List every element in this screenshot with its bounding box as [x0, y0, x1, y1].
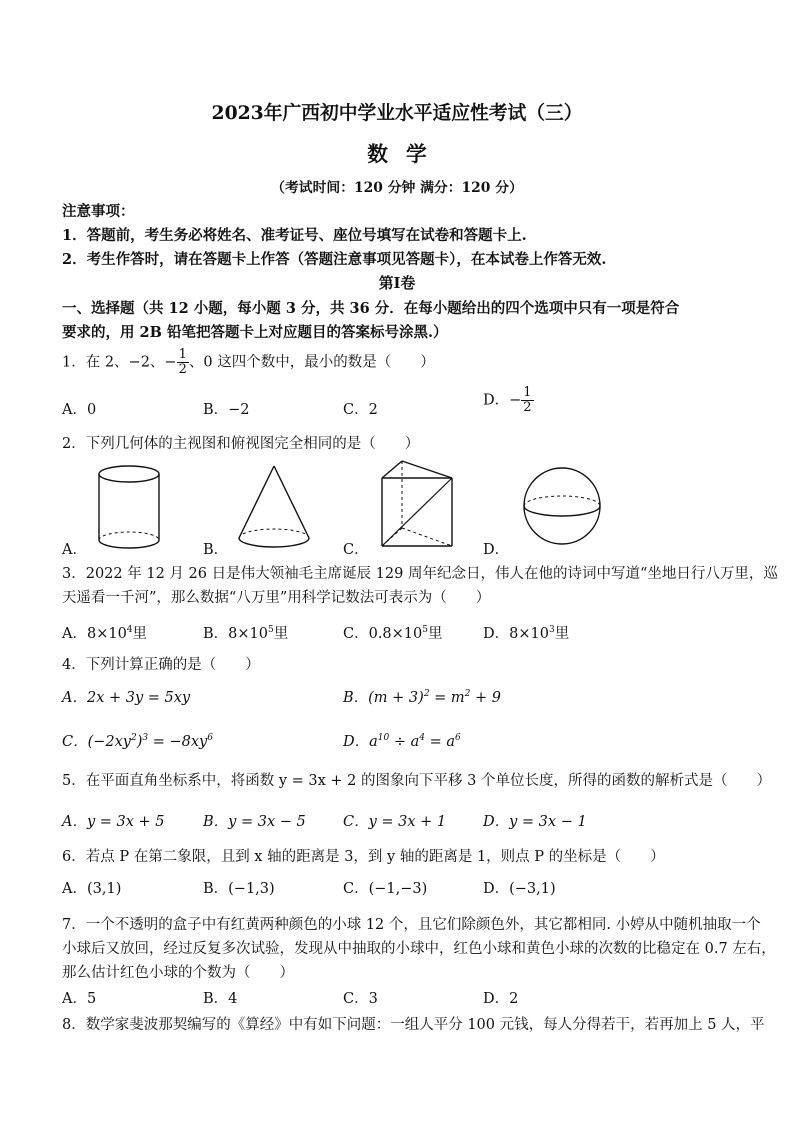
- q1-stem: 1．在 2、−2、− $\frac{1}{2}$ 、0 这四个数中，最小的数是（ ）: [62, 347, 435, 377]
- q7-option-c: C．3: [343, 991, 378, 1007]
- q2-option-d: D．: [483, 542, 510, 558]
- q6-option-c: C．(−1,−3): [343, 881, 428, 897]
- q5-option-d: D．y = 3x − 1: [483, 814, 587, 830]
- q3-line2: 天遥看一千河”，那么数据“八万里”用科学记数法可表示为（ ）: [62, 590, 491, 606]
- q2-option-c: C．: [343, 542, 369, 558]
- cylinder-figure: [94, 462, 164, 554]
- q1-option-c: C．2: [343, 402, 378, 418]
- cone-figure: [234, 462, 314, 554]
- q1-option-b: B．−2: [203, 402, 250, 418]
- exam-title: 2023年广西初中学业水平适应性考试（三）: [211, 102, 583, 124]
- q5-option-c: C．y = 3x + 1: [343, 814, 447, 830]
- notes-heading: 注意事项：: [62, 203, 135, 220]
- notes-item-1: 1．答题前，考生务必将姓名、准考证号、座位号填写在试卷和答题卡上.: [62, 227, 527, 244]
- q5-option-b: B．y = 3x − 5: [203, 814, 306, 830]
- section1-line1: 一、选择题（共 12 小题，每小题 3 分，共 36 分．在每小题给出的四个选项中只有一项是符合: [62, 300, 680, 317]
- q8-line1: 8．数学家斐波那契编写的《算经》中有如下问题：一组人平分 100 元钱，每人分得若干，若再加上 5 人，平: [62, 1017, 765, 1033]
- q2-stem: 2．下列几何体的主视图和俯视图完全相同的是（ ）: [62, 436, 420, 452]
- triangular-prism-figure: [378, 458, 458, 554]
- q4-option-a: A．2x + 3y = 5xy: [62, 690, 191, 706]
- q7-option-d: D．2: [483, 991, 519, 1007]
- q7-option-b: B．4: [203, 991, 238, 1007]
- q3-option-a: A．$8\times 10^4$里: [62, 625, 148, 642]
- exam-info: （考试时间：120 分钟 满分：120 分）: [271, 180, 523, 196]
- q3-option-c: C．$0.8\times 10^5$里: [343, 625, 443, 642]
- q2-option-b: B．: [203, 542, 229, 558]
- q4-stem: 4．下列计算正确的是（ ）: [62, 657, 260, 673]
- q3-option-d: D．$8\times 10^3$里: [483, 625, 570, 642]
- q6-option-a: A．(3,1): [62, 881, 122, 897]
- sphere-figure: [520, 462, 604, 550]
- q7-option-a: A．5: [62, 991, 97, 1007]
- q7-line2: 小球后又放回，经过反复多次试验，发现从中抽取的小球中，红色小球和黄色小球的次数的比稳定在 0.7 左右，: [62, 941, 776, 957]
- q5-option-a: A．y = 3x + 5: [62, 814, 165, 830]
- q7-line3: 那么估计红色小球的个数为（ ）: [62, 965, 294, 981]
- q1-fraction: $\frac{1}{2}$: [178, 347, 187, 377]
- notes-item-2: 2．考生作答时，请在答题卡上作答（答题注意事项见答题卡），在本试卷上作答无效.: [62, 251, 607, 268]
- q7-line1: 7．一个不透明的盒子中有红黄两种颜色的小球 12 个，且它们除颜色外，其它都相同. 小婷从中随机抽取一个: [62, 917, 761, 933]
- q5-stem: 5．在平面直角坐标系中，将函数 y = 3x + 2 的图象向下平移 3 个单位长度，所得的函数的解析式是（ ）: [62, 773, 771, 789]
- q6-stem: 6．若点 P 在第二象限，且到 x 轴的距离是 3，到 y 轴的距离是 1，则点 P 的坐标是（ ）: [62, 849, 665, 865]
- q2-option-a: A．: [62, 542, 87, 558]
- q4-option-d: D．$a^{10} \div a^4 = a^6$: [343, 733, 461, 750]
- q1-option-a: A．0: [62, 402, 97, 418]
- q1-option-d: D．− $\frac{1}{2}$: [483, 385, 532, 415]
- section1-line2: 要求的，用 2B 铅笔把答题卡上对应题目的答案标号涂黑.）: [62, 324, 448, 341]
- q3-option-b: B．$8\times 10^5$里: [203, 625, 289, 642]
- q4-option-b: B．$(m + 3)^2 = m^2 + 9$: [343, 689, 501, 706]
- q6-option-b: B．(−1,3): [203, 881, 275, 897]
- subject-title: 数学: [367, 142, 445, 166]
- volume-title: 第Ⅰ卷: [378, 275, 416, 292]
- q6-option-d: D．(−3,1): [483, 881, 556, 897]
- q3-line1: 3．2022 年 12 月 26 日是伟大领袖毛主席诞辰 129 周年纪念日，伟人在他的诗词中写道“坐地日行八万里，巡: [62, 566, 778, 582]
- q4-option-c: C．$(-2xy^2)^3 = -8xy^6$: [62, 733, 213, 750]
